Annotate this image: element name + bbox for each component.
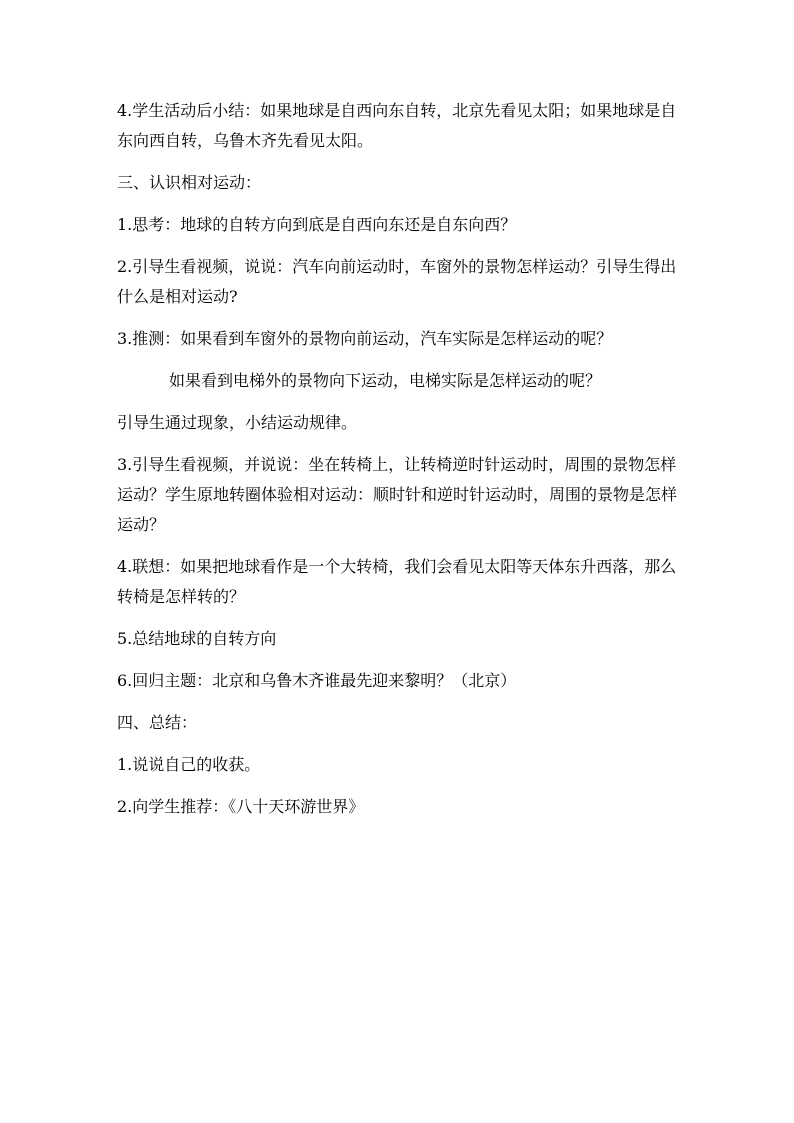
section-heading-relative-motion: 三、认识相对运动： <box>117 173 262 192</box>
paragraph-associate: 4.联想：如果把地球看作是一个大转椅，我们会看见太阳等天体东升西落，那么转椅是怎样转的？ <box>117 557 677 606</box>
document-page <box>117 96 677 834</box>
paragraph-rule-summary: 引导生通过现象，小结运动规律。 <box>117 413 358 432</box>
paragraph-infer-car: 3.推测：如果看到车窗外的景物向前运动，汽车实际是怎样运动的呢？ <box>117 329 613 348</box>
paragraph-infer-elevator: 如果看到电梯外的景物向下运动，电梯实际是怎样运动的呢？ <box>169 371 602 390</box>
section-heading-summary: 四、总结： <box>117 713 198 732</box>
paragraph-think: 1.思考：地球的自转方向到底是自西向东还是自东向西？ <box>117 215 517 234</box>
paragraph-video-car: 2.引导生看视频，说说：汽车向前运动时，车窗外的景物怎样运动？引导生得出什么是相对运动? <box>117 257 677 306</box>
paragraph-rotation-summary: 5.总结地球的自转方向 <box>117 629 277 648</box>
paragraph-return-topic: 6.回归主题：北京和乌鲁木齐谁最先迎来黎明？（北京） <box>117 671 517 690</box>
paragraph-gains: 1.说说自己的收获。 <box>117 755 261 774</box>
paragraph-video-chair: 3.引导生看视频，并说说：坐在转椅上，让转椅逆时针运动时，周围的景物怎样运动？学生原地转圈体验相对运动：顺时针和逆时针运动时，周围的景物是怎样运动？ <box>117 455 678 534</box>
paragraph-activity-summary: 4.学生活动后小结：如果地球是自西向东自转，北京先看见太阳；如果地球是自东向西自转，乌鲁木齐先看见太阳。 <box>117 101 677 150</box>
paragraph-recommend: 2.向学生推荐：《八十天环游世界》 <box>117 797 365 816</box>
